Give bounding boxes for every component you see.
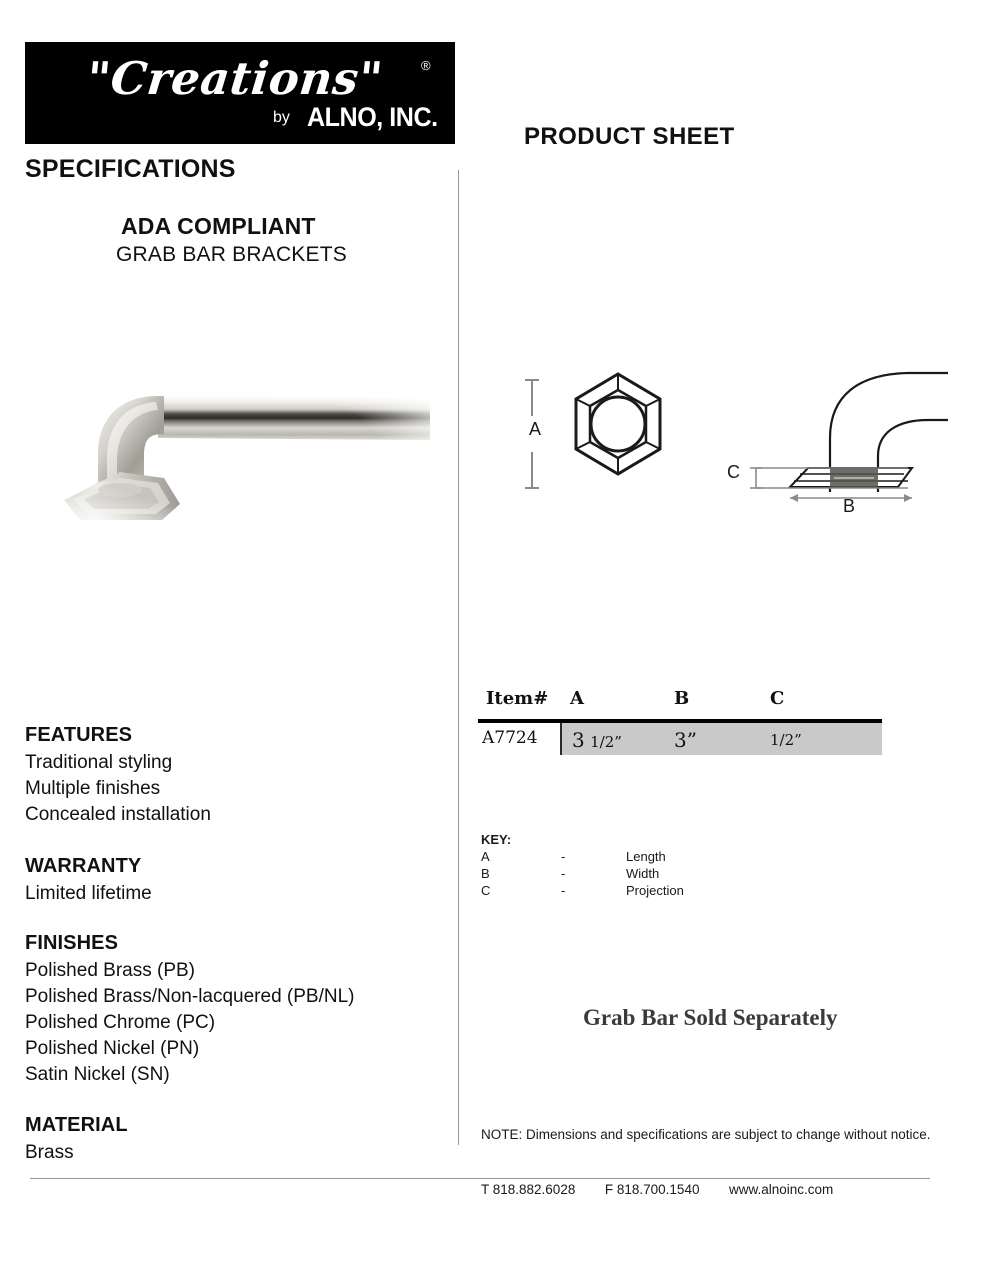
footer-phone: T 818.882.6028 — [481, 1182, 576, 1197]
finishes-item: Polished Nickel (PN) — [25, 1038, 200, 1059]
key-row — [481, 883, 684, 900]
key-dash: - — [561, 849, 566, 864]
table-header-item: Item# — [486, 688, 549, 709]
features-item: Traditional styling — [25, 752, 173, 773]
product-sheet-heading: PRODUCT SHEET — [524, 123, 735, 150]
table-cell-b: 3” — [674, 728, 697, 752]
finishes-item: Polished Brass (PB) — [25, 960, 196, 981]
key-row — [481, 866, 660, 883]
features-heading: FEATURES — [25, 724, 133, 746]
table-cell-a — [572, 728, 622, 752]
side-view-drawing — [712, 352, 992, 512]
dimension-label-a: A — [529, 419, 542, 439]
footer-divider — [30, 1178, 930, 1179]
finishes-item: Polished Brass/Non-lacquered (PB/NL) — [25, 986, 355, 1007]
key-meaning: Length — [626, 849, 666, 864]
table-cell-a-whole: 3 — [572, 728, 585, 752]
key-meaning: Width — [626, 866, 660, 881]
table-header-a: A — [570, 688, 584, 709]
table-row-divider — [560, 723, 562, 755]
key-title: KEY: — [481, 832, 512, 847]
brand-logo — [25, 42, 455, 144]
product-subtitle: GRAB BAR BRACKETS — [116, 243, 347, 266]
specifications-heading: SPECIFICATIONS — [25, 155, 236, 183]
table-cell-c: 1/2” — [770, 731, 802, 749]
dimension-key — [481, 832, 684, 900]
column-divider — [458, 170, 459, 1145]
product-title: ADA COMPLIANT — [121, 213, 316, 239]
finishes-item: Satin Nickel (SN) — [25, 1064, 170, 1085]
features-item: Concealed installation — [25, 804, 211, 825]
material-item: Brass — [25, 1142, 74, 1163]
registered-trademark-icon: ® — [421, 58, 431, 73]
footer-fax: F 818.700.1540 — [604, 1182, 700, 1197]
warranty-heading: WARRANTY — [25, 855, 142, 877]
product-photo — [40, 368, 430, 533]
table-header-row — [478, 688, 882, 718]
table-header-c: C — [770, 688, 785, 709]
logo-script-text: "Creations" — [84, 52, 386, 105]
logo-by-text: by — [273, 109, 290, 126]
table-row — [478, 723, 882, 755]
features-item: Multiple finishes — [25, 778, 161, 799]
table-cell-item: A7724 — [482, 728, 538, 748]
disclaimer-note: NOTE: Dimensions and specifications are subject to change without notice. — [481, 1127, 931, 1142]
key-letter: A — [481, 849, 490, 864]
dimensions-table — [478, 688, 882, 718]
front-view-drawing — [520, 360, 690, 510]
dimension-label-c: C — [727, 462, 740, 482]
finishes-heading: FINISHES — [25, 932, 119, 954]
dimension-label-b: B — [843, 496, 856, 516]
footer-website[interactable]: www.alnoinc.com — [729, 1182, 834, 1197]
material-heading: MATERIAL — [25, 1114, 128, 1136]
key-dash: - — [561, 866, 566, 881]
key-dash: - — [561, 883, 566, 898]
table-header-b: B — [674, 688, 690, 709]
warranty-item: Limited lifetime — [25, 883, 152, 904]
table-cell-a-fraction: 1/2” — [590, 733, 622, 751]
logo-company-name: ALNO, INC. — [307, 102, 438, 132]
finishes-item: Polished Chrome (PC) — [25, 1012, 216, 1033]
key-row — [481, 849, 666, 866]
grab-bar-sold-separately-notice: Grab Bar Sold Separately — [583, 1005, 838, 1030]
key-letter: B — [481, 866, 490, 881]
footer-contact — [481, 1182, 833, 1197]
key-meaning: Projection — [626, 883, 684, 898]
key-letter: C — [481, 883, 491, 898]
